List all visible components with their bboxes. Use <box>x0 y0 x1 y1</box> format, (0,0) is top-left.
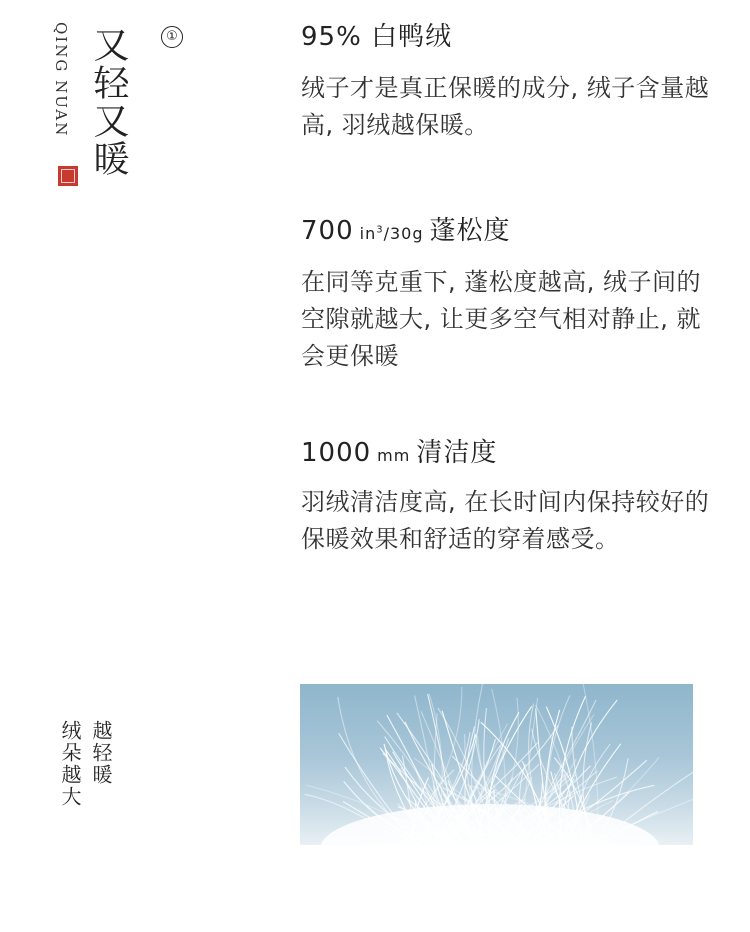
feature-value: 700 <box>301 216 354 246</box>
feature-name: 白鸭绒 <box>371 22 453 52</box>
feature-description: 羽绒清洁度高, 在长时间内保持较好的保暖效果和舒适的穿着感受。 <box>301 488 710 553</box>
feature-value: 95% <box>301 22 362 52</box>
feature-value: 1000 <box>301 438 372 468</box>
down-feather-image <box>300 684 693 845</box>
caption-line-1: 越轻暖 <box>89 720 113 786</box>
section-index: ① <box>161 26 183 48</box>
caption-line-2: 绒朵越大 <box>58 720 82 808</box>
feature-heading <box>301 210 511 247</box>
feature-name: 清洁度 <box>416 438 498 468</box>
feature-description: 在同等克重下, 蓬松度越高, 绒子间的空隙就越大, 让更多空气相对静止, 就会更保暖 <box>301 268 702 370</box>
pinyin-label: QING NUAN <box>52 22 70 138</box>
feature-description: 绒子才是真正保暖的成分, 绒子含量越高, 羽绒越保暖。 <box>301 74 710 139</box>
seal-stamp-icon <box>58 166 78 186</box>
section-title: 又轻又暖 <box>88 26 129 178</box>
feature-heading <box>301 16 452 53</box>
feature-unit: mm <box>377 446 411 465</box>
feature-name: 蓬松度 <box>429 216 511 246</box>
down-feather-illustration <box>300 684 693 845</box>
feature-heading <box>301 432 497 469</box>
feature-unit: $in^3/30g$ <box>359 224 424 243</box>
